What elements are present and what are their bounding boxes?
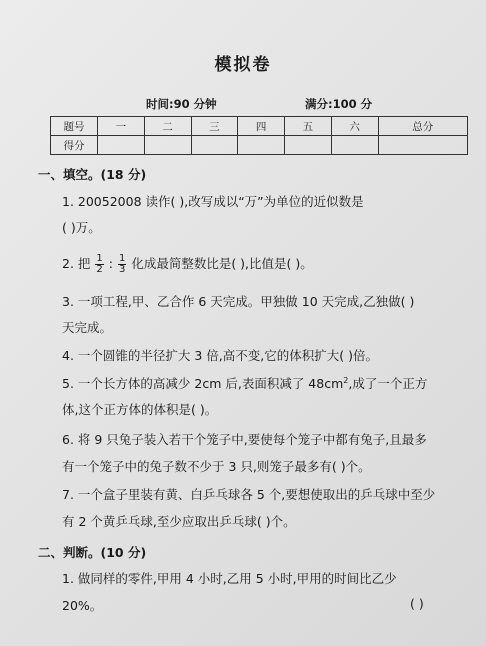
- table-header-cell: 六: [331, 117, 378, 136]
- question-7-line-1: 7. 一个盒子里装有黄、白乒乓球各 5 个,要想使取出的乒乓球中至少: [62, 487, 436, 502]
- fraction-numerator: 1: [118, 253, 126, 264]
- question-5-text: 5. 一个长方体的高减少 2cm 后,表面积减了 48cm: [62, 376, 344, 391]
- score-table-row: [51, 136, 468, 155]
- question-3-line-2: 天完成。: [62, 320, 113, 335]
- fraction-one-half: [95, 254, 103, 275]
- score-cell[interactable]: [378, 136, 468, 155]
- judgement-1-line-1: 1. 做同样的零件,甲用 4 小时,乙用 5 小时,甲用的时间比乙少: [62, 571, 397, 586]
- judgement-1-line-2: 20%。: [62, 598, 103, 613]
- judgement-1-answer-paren[interactable]: ( ): [410, 596, 424, 611]
- score-cell[interactable]: [144, 136, 191, 155]
- fraction-denominator: 2: [96, 264, 103, 275]
- question-5-text-cont: ,成了一个正方: [348, 376, 428, 391]
- score-label: 满分:100 分: [305, 97, 373, 111]
- question-7-line-2: 有 2 个黄乒乓球,至少应取出乒乓球( )个。: [62, 514, 296, 529]
- fraction-numerator: 1: [96, 253, 103, 264]
- question-5-line-2: 体,这个正方体的体积是( )。: [62, 402, 218, 417]
- table-header-cell: 总分: [378, 117, 468, 136]
- question-2-suffix: 化成最简整数比是( ),比值是( )。: [131, 256, 313, 271]
- score-cell[interactable]: [331, 136, 378, 155]
- score-table-header-row: [51, 117, 468, 136]
- score-cell[interactable]: [191, 136, 238, 155]
- question-2: [62, 254, 313, 275]
- question-5-line-1: [62, 374, 427, 392]
- score-cell[interactable]: [238, 136, 285, 155]
- ratio-colon: :: [108, 256, 113, 271]
- question-1-line-1: 1. 20052008 读作( ),改写成以“万”为单位的近似数是: [62, 194, 364, 209]
- fraction-one-third: [118, 254, 126, 275]
- table-header-cell: 三: [191, 117, 238, 136]
- score-cell[interactable]: [98, 136, 145, 155]
- page-title: 模拟卷: [214, 55, 272, 75]
- score-table: [50, 116, 468, 155]
- question-2-prefix: 2. 把: [62, 256, 91, 271]
- question-1-line-2: ( )万。: [62, 220, 101, 235]
- question-6-line-2: 有一个笼子中的兔子数不少于 3 只,则笼子最多有( )个。: [62, 459, 371, 474]
- table-header-cell: 题号: [51, 117, 98, 136]
- table-header-cell: 二: [144, 117, 191, 136]
- table-header-cell: 四: [238, 117, 285, 136]
- section-title-fill-blank: 一、填空。(18 分): [38, 167, 147, 182]
- table-header-cell: 一: [98, 117, 145, 136]
- score-cell[interactable]: [285, 136, 332, 155]
- table-header-cell: 五: [285, 117, 332, 136]
- time-label: 时间:90 分钟: [146, 97, 217, 111]
- question-4: 4. 一个圆锥的半径扩大 3 倍,高不变,它的体积扩大( )倍。: [62, 348, 378, 363]
- question-6-line-1: 6. 将 9 只兔子装入若干个笼子中,要使每个笼子中都有兔子,且最多: [62, 432, 427, 447]
- table-row-label: 得分: [51, 136, 98, 155]
- superscript: 2: [343, 375, 349, 385]
- fraction-denominator: 3: [118, 264, 126, 275]
- question-3-line-1: 3. 一项工程,甲、乙合作 6 天完成。甲独做 10 天完成,乙独做( ): [62, 294, 415, 309]
- section-title-true-false: 二、判断。(10 分): [38, 545, 147, 560]
